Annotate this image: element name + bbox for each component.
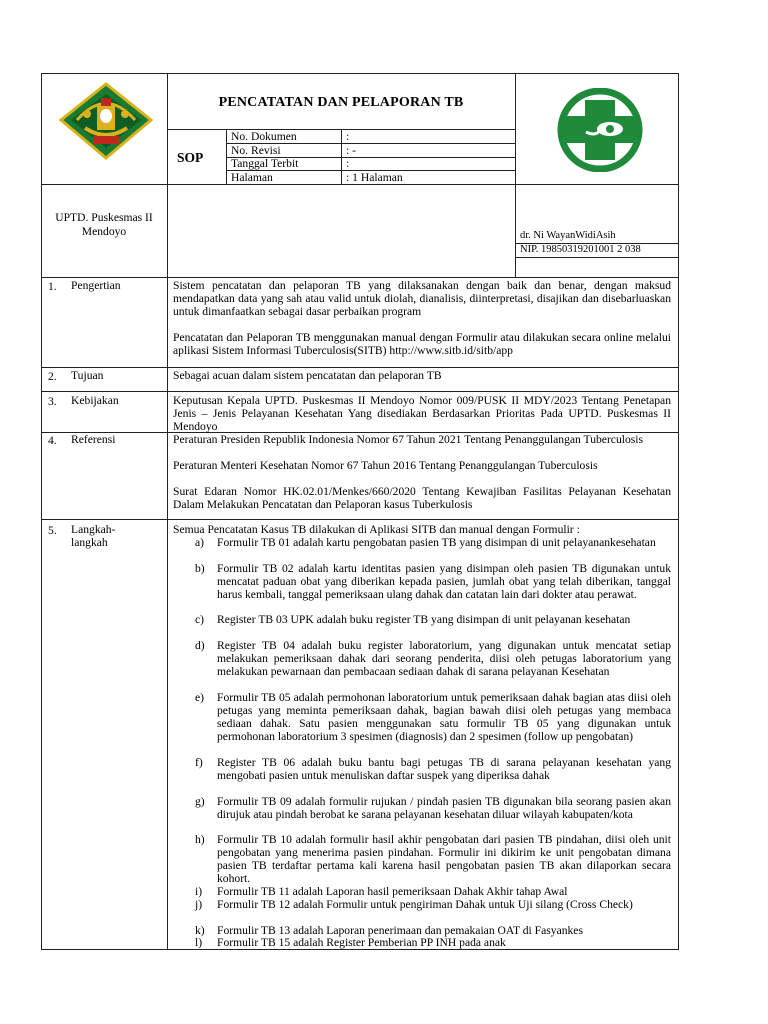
meta-value-revision: : - (346, 144, 356, 157)
org-divider (41, 277, 679, 278)
section-langkah-intro: Semua Pencatatan Kasus TB dilakukan di Aplikasi SITB dan manual dengan Formulir : (173, 523, 580, 536)
header-divider (41, 184, 679, 185)
meta-value-issue-date: : (346, 157, 350, 170)
section-label-langkah: Langkah-langkah (71, 523, 116, 549)
section-label-referensi: Referensi (71, 433, 116, 446)
section-number: 1. (48, 280, 57, 293)
section-number: 4. (48, 434, 57, 447)
list-item-marker: e) (195, 691, 205, 704)
section-pengertian-para-2: Pencatatan dan Pelaporan TB menggunakan manual dengan Formulir atau dilakukan secara online melalui aplikasi Sistem Informasi Tuberculosis(SITB) http://www.sitb.id/sitb/app (173, 331, 671, 357)
sop-label: SOP (177, 150, 204, 165)
organization-name: UPTD. Puskesmas II Mendoyo (55, 211, 153, 238)
list-item-marker: b) (195, 562, 205, 575)
list-item-marker: g) (195, 795, 205, 808)
list-item-text: Formulir TB 10 adalah formulir hasil akhir pengobatan dari pasien TB pindahan, diisi oleh unit pengobatan yang menerima pasien pindahan. Formulir ini dikirim ke unit pengobatan dimana pasien TB terdaftar pertama kali karena hasil pengobatan pasien TB akan dilaporkan secara kohort. (217, 833, 671, 885)
meta-label-doc-number: No. Dokumen (231, 130, 297, 143)
meta-col-2 (341, 129, 342, 184)
nip-line (515, 257, 678, 258)
list-item-marker: j) (195, 898, 203, 911)
meta-label-issue-date: Tanggal Terbit (231, 157, 299, 170)
regency-crest-logo (57, 82, 155, 160)
column-divider (167, 73, 168, 950)
list-item-text: Formulir TB 11 adalah Laporan hasil pemeriksaan Dahak Akhir tahap Awal (217, 885, 568, 898)
list-item-marker: k) (195, 924, 205, 937)
list-item-text: Formulir TB 15 adalah Register Pemberian PP INH pada anak (217, 936, 506, 949)
document-title: PENCATATAN DAN PELAPORAN TB (218, 95, 464, 110)
signatory-nip: NIP. 19850319201001 2 038 (520, 244, 641, 255)
section-referensi-item-1: Peraturan Presiden Republik Indonesia Nomor 67 Tahun 2021 Tentang Penanggulangan Tuberculosis (173, 433, 644, 446)
section-pengertian-para-1: Sistem pencatatan dan pelaporan TB yang dilaksanakan dengan baik dan benar, dengan maksud mendapatkan data yang sah atau valid untuk diolah, dianalisis, diinterpretasi, disajikan dan disebarluaskan untuk dimanfaatkan sebagai dasar perbaikan program (173, 279, 671, 318)
list-item-text: Register TB 03 UPK adalah buku register TB yang disimpan di unit pelayanan kesehatan (217, 613, 631, 626)
section-number: 2. (48, 370, 57, 383)
section-tujuan-text: Sebagai acuan dalam sistem pencatatan dan pelaporan TB (173, 369, 442, 382)
list-item-text: Formulir TB 09 adalah formulir rujukan / pindah pasien TB digunakan bila seorang pasien akan dirujuk atau pindah berobat ke sarana pelayanan kesehatan diluar wilayah kabupaten/kota (217, 795, 671, 821)
section-label-pengertian: Pengertian (71, 279, 121, 292)
list-item-marker: l) (195, 936, 203, 949)
list-item-text: Register TB 04 adalah buku register laboratorium, yang digunakan untuk mencatat setiap melakukan pemeriksaan dahak dari seorang penderita, diisi oleh petugas laboratorium yang melakukan pewarnaan dan pembacaan sediaan dahak di sarana pelayanan Kesehatan (217, 639, 671, 678)
list-item-marker: h) (195, 833, 205, 846)
list-item-text: Formulir TB 13 adalah Laporan penerimaan dan pemakaian OAT di Fasyankes (217, 924, 583, 937)
meta-value-page: : 1 Halaman (346, 171, 403, 184)
section-referensi-item-3: Surat Edaran Nomor HK.02.01/Menkes/660/2020 Tentang Kewajiban Fasilitas Pelayanan Kesehatan Dalam Melakukan Pencatatan dan Pelaporan kasus Tuberkulosis (173, 485, 671, 511)
list-item-marker: d) (195, 639, 205, 652)
list-item-marker: a) (195, 536, 205, 549)
meta-col-1 (226, 129, 227, 184)
section-label-kebijakan: Kebijakan (71, 394, 119, 407)
frame-top (41, 73, 679, 74)
puskesmas-logo (550, 88, 650, 172)
frame-right (678, 73, 679, 950)
section-kebijakan-text: Keputusan Kepala UPTD. Puskesmas II Mendoyo Nomor 009/PUSK II MDY/2023 Tentang Penetapan Jenis – Jenis Pelayanan Kesehatan Yang disediakan Berdasarkan Prioritas Pada UPTD. Puskesmas II Mendoyo (173, 394, 671, 433)
section-number: 3. (48, 395, 57, 408)
list-item-text: Formulir TB 12 adalah Formulir untuk pengiriman Dahak untuk Uji silang (Cross Check) (217, 898, 633, 911)
signatory-name: dr. Ni WayanWidiAsih (520, 230, 616, 241)
row-divider-4 (41, 519, 679, 520)
section-label-tujuan: Tujuan (71, 369, 104, 382)
list-item-marker: c) (195, 613, 205, 626)
frame-left (41, 73, 42, 950)
list-item-text: Formulir TB 01 adalah kartu pengobatan pasien TB yang disimpan di unit pelayanankesehatan (217, 536, 656, 549)
row-divider-2 (41, 391, 679, 392)
header-right-divider (515, 73, 516, 278)
meta-value-doc-number: : (346, 130, 350, 143)
section-referensi-item-2: Peraturan Menteri Kesehatan Nomor 67 Tahun 2016 Tentang Penanggulangan Tuberculosis (173, 459, 598, 472)
meta-label-page: Halaman (231, 171, 273, 184)
list-item-text: Register TB 06 adalah buku bantu bagi petugas TB di sarana pelayanan kesehatan yang mengobati pasien untuk menuliskan daftar suspek yang diperiksa dahak (217, 756, 671, 782)
row-divider-1 (41, 367, 679, 368)
list-item-marker: f) (195, 756, 203, 769)
list-item-marker: i) (195, 885, 203, 898)
list-item-text: Formulir TB 02 adalah kartu identitas pasien yang disimpan oleh pasien TB digunakan untuk mencatat paduan obat yang diberikan kepada pasien, jumlah obat yang telah diberikan, tanggal harus kembali, tanggal pemeriksaan ulang dahak dan catatan lain dari dokter atau perawat. (217, 562, 671, 601)
meta-label-revision: No. Revisi (231, 144, 281, 157)
list-item-text: Formulir TB 05 adalah permohonan laboratorium untuk pemeriksaan dahak bagian atas diisi oleh petugas yang meminta pemeriksaan dahak, bagian bawah diisi oleh petugas yang membaca sediaan dahak. Satu pasien menggunakan satu formulir TB 05 yang digunakan untuk permohonan laboratorium 3 spesimen (diagnosis) dan 2 spesimen (follow up pengobatan) (217, 691, 671, 743)
section-number: 5. (48, 524, 57, 537)
